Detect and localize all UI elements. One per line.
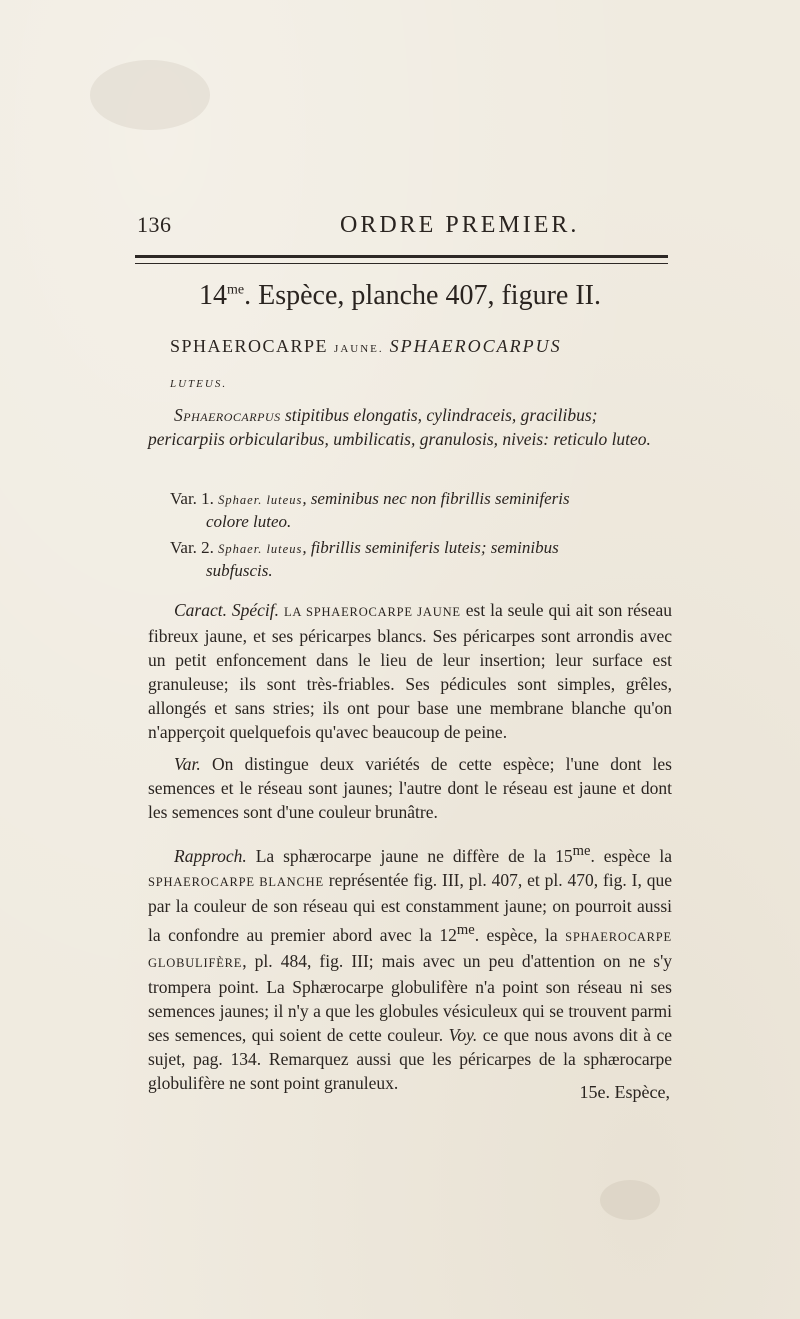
variety-text: , seminibus nec non fibrillis seminiferis [302,489,570,508]
species-number: 14 [199,280,228,311]
running-head: ORDRE PREMIER. [340,212,580,238]
latin-name-genus: SPHAEROCARPUS [389,336,562,356]
paragraph-text: On distingue deux variétés de cette espèce; l'une dont les semences et le réseau sont jaunes; l'autre dont le réseau est jaune et dont les semences sont d'une couleur brunâtre. [148,754,672,822]
catchword: 15e. Espèce, [579,1082,670,1102]
cross-reference: Voy. [448,1024,478,1045]
page-header [135,212,665,244]
paragraph-lead: Rapproch. [174,845,247,866]
species-name-block [170,330,650,400]
variety-name: Sphaer. luteus [218,542,303,556]
ordinal-suffix: me [456,921,475,938]
diagnosis-text: stipitibus elongatis, cylindraceis, gracilibus; pericarpiis orbicularibus, umbilicatis, granulosis, niveis: reticulo luteo. [148,405,651,449]
species-name-inline: SPHAEROCARPE BLANCHE [148,874,324,889]
paper-stain [90,60,210,130]
paper-stain [600,1180,660,1220]
variety-name: Sphaer. luteus [218,493,303,507]
paragraph-lead: Caract. Spécif. [174,600,280,620]
paragraph-caract [148,598,672,744]
header-rule [135,255,668,264]
paragraph-text: . espèce, la [474,924,566,945]
french-epithet: JAUNE. [334,343,384,355]
paragraph-rapproch [148,839,672,1095]
variety-text: , fibrillis seminiferis luteis; seminibus [302,538,559,557]
variety-text-cont: colore luteo. [206,512,292,531]
species-name-inline: SPHAEROCARPE GLOBULIFÈRE [148,929,672,970]
variety-label: Var. 1. [170,489,214,508]
species-title-text: . Espèce, planche 407, figure II. [244,280,601,311]
paragraph-text: . espèce la [590,845,672,866]
paragraph-lead: Var. [174,754,201,774]
page-number: 136 [137,212,172,237]
variety-label: Var. 2. [170,538,214,557]
variety-text-cont: subfuscis. [206,561,273,580]
paragraph-text: représentée fig. III, pl. 407, et pl. 470, fig. I, que par la couleur de son réseau qui est constamment jaune; on pourroit aussi la confondre au premier abord avec la 12 [148,869,672,945]
variety-2 [170,537,670,582]
latin-diagnosis [148,403,673,451]
paragraph-text: ce que nous avons dit à ce sujet, pag. 134. Remarquez aussi que les péricarpes de la sphærocarpe globulifère ne sont point granuleux. [148,1024,672,1093]
french-name: SPHAEROCARPE [170,336,329,356]
diagnosis-genus: Sphaerocarpus [174,405,281,425]
ordinal-suffix: me [572,843,591,859]
paragraph-text: La sphærocarpe jaune ne diffère de la 15 [246,845,573,866]
species-name-inline: LA SPHAEROCARPE JAUNE [283,605,461,619]
species-title [0,280,800,312]
species-number-suffix: me [227,282,245,298]
paragraph-text: , pl. 484, fig. III; mais avec un peu d'attention on ne s'y trompera point. La Sphærocarpe globulifère n'a point son réseau ni ses semences jaunes; il n'y a que les globules vésiculeux qui se trouvent parmi ses semences, qui soient de cette couleur. [148,950,672,1045]
variety-1 [170,488,670,533]
paragraph-var [148,752,672,824]
paragraph-text: est la seule qui ait son réseau fibreux jaune, et ses péricarpes blancs. Ses péricarpes sont arrondis avec un petit enfoncement dans le lieu de leur insertion; leur surface est granuleuse; ils sont très-friables. Ses pédicules sont simples, grêles, allongés et sans stries; ils ont pour base une membrane blanche qu'on n'apperçoit quelquefois qu'avec beaucoup de peine. [148,600,673,742]
latin-name-epithet: LUTEUS. [170,378,228,390]
